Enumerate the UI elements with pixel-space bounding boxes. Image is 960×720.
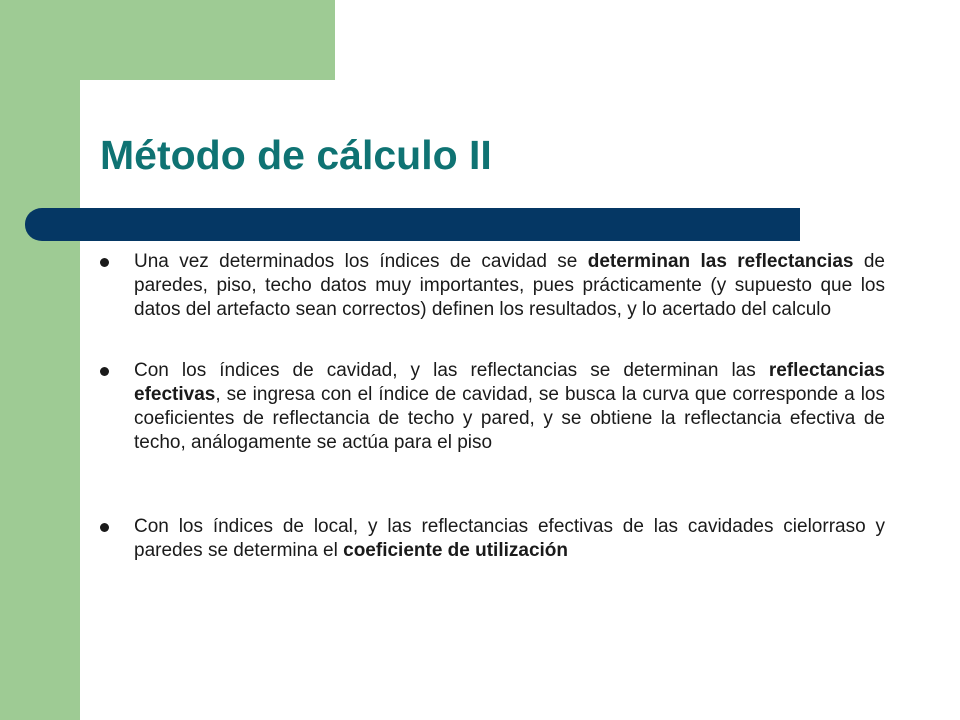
bullet-3-text-a: Con los índices de local, y las reflectancias efectivas de las cavidades cielorraso y paredes se determina el bbox=[134, 516, 885, 561]
bullet-item-3 bbox=[100, 515, 885, 563]
bullet-1-text-b: de paredes, piso, techo datos muy importantes, pues prácticamente (y supuesto que los datos del artefacto sean correctos) definen los resultados, y lo acertado del calculo bbox=[134, 251, 885, 320]
bullet-dot-icon bbox=[100, 523, 109, 532]
bullet-dot-icon bbox=[100, 367, 109, 376]
bullet-dot-icon bbox=[100, 258, 109, 267]
slide-title: Método de cálculo II bbox=[100, 132, 492, 178]
left-accent-bar bbox=[0, 0, 80, 720]
bullet-1-text-a: Una vez determinados los índices de cavidad se bbox=[134, 251, 588, 272]
bullet-3-bold: coeficiente de utilización bbox=[343, 540, 569, 561]
top-accent-block bbox=[0, 0, 335, 80]
title-divider-bar bbox=[25, 208, 800, 241]
bullet-list bbox=[100, 250, 885, 563]
bullet-item-2 bbox=[100, 359, 885, 455]
bullet-2-text-b: , se ingresa con el índice de cavidad, se busca la curva que corresponde a los coeficientes de reflectancia de techo y pared, y se obtiene la reflectancia efectiva de techo, análogamente se actúa para el piso bbox=[134, 384, 885, 453]
bullet-1-bold: determinan las reflectancias bbox=[587, 251, 854, 272]
bullet-item-1 bbox=[100, 250, 885, 322]
bullet-2-bold: reflectancias efectivas bbox=[134, 360, 885, 405]
bullet-2-text-a: Con los índices de cavidad, y las reflectancias se determinan las bbox=[134, 360, 769, 381]
